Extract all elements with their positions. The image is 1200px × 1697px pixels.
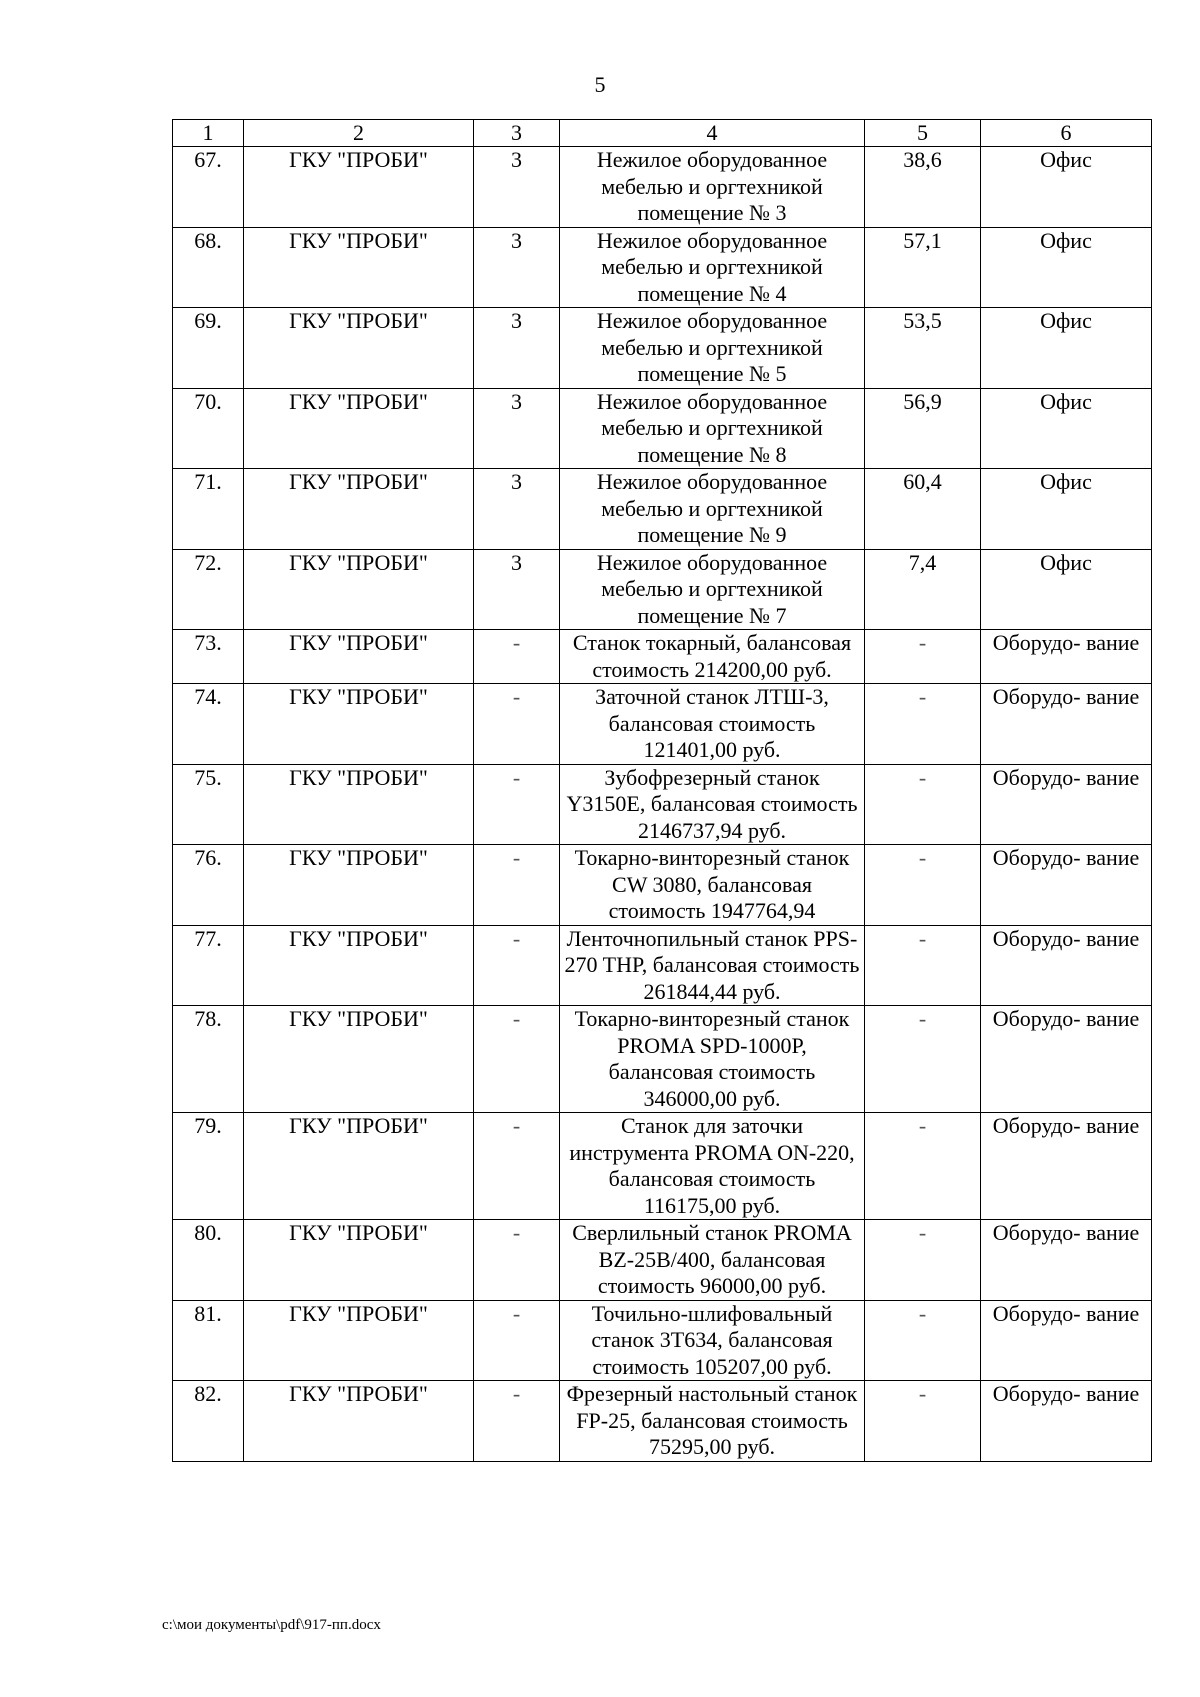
area-cell: 57,1 xyxy=(865,227,981,308)
area-cell: - xyxy=(865,1381,981,1462)
table-row xyxy=(173,1006,1152,1113)
purpose-cell: Оборудо- вание xyxy=(981,764,1152,845)
area-cell: 53,5 xyxy=(865,308,981,389)
description-cell: Ленточнопильный станок PPS-270 THP, балансовая стоимость 261844,44 руб. xyxy=(560,925,865,1006)
organization-cell: ГКУ "ПРОБИ" xyxy=(244,549,474,630)
table-header-row xyxy=(173,120,1152,147)
row-number-cell: 79. xyxy=(173,1113,244,1220)
description-cell: Зубофрезерный станок Y3150E, балансовая стоимость 2146737,94 руб. xyxy=(560,764,865,845)
row-number-cell: 75. xyxy=(173,764,244,845)
row-number-cell: 74. xyxy=(173,684,244,765)
purpose-cell: Оборудо- вание xyxy=(981,1006,1152,1113)
organization-cell: ГКУ "ПРОБИ" xyxy=(244,764,474,845)
column-header-3: 3 xyxy=(474,120,560,147)
area-cell: - xyxy=(865,684,981,765)
description-cell: Нежилое оборудованное мебелью и оргтехникой помещение № 7 xyxy=(560,549,865,630)
area-cell: 7,4 xyxy=(865,549,981,630)
description-cell: Нежилое оборудованное мебелью и оргтехникой помещение № 5 xyxy=(560,308,865,389)
floor-cell: 3 xyxy=(474,549,560,630)
table-row xyxy=(173,845,1152,926)
table-row xyxy=(173,549,1152,630)
area-cell: 38,6 xyxy=(865,147,981,228)
row-number-cell: 73. xyxy=(173,630,244,684)
area-cell: - xyxy=(865,925,981,1006)
description-cell: Фрезерный настольный станок FP-25, балансовая стоимость 75295,00 руб. xyxy=(560,1381,865,1462)
table-row xyxy=(173,925,1152,1006)
area-cell: 56,9 xyxy=(865,388,981,469)
description-cell: Токарно-винторезный станок CW 3080, балансовая стоимость 1947764,94 xyxy=(560,845,865,926)
table-row xyxy=(173,147,1152,228)
column-header-5: 5 xyxy=(865,120,981,147)
area-cell: - xyxy=(865,1006,981,1113)
table-row xyxy=(173,388,1152,469)
description-cell: Нежилое оборудованное мебелью и оргтехникой помещение № 3 xyxy=(560,147,865,228)
organization-cell: ГКУ "ПРОБИ" xyxy=(244,147,474,228)
row-number-cell: 70. xyxy=(173,388,244,469)
row-number-cell: 76. xyxy=(173,845,244,926)
purpose-cell: Офис xyxy=(981,388,1152,469)
organization-cell: ГКУ "ПРОБИ" xyxy=(244,469,474,550)
row-number-cell: 81. xyxy=(173,1300,244,1381)
floor-cell: 3 xyxy=(474,388,560,469)
purpose-cell: Оборудо- вание xyxy=(981,1300,1152,1381)
purpose-cell: Офис xyxy=(981,549,1152,630)
purpose-cell: Оборудо- вание xyxy=(981,630,1152,684)
organization-cell: ГКУ "ПРОБИ" xyxy=(244,925,474,1006)
table-row xyxy=(173,684,1152,765)
description-cell: Нежилое оборудованное мебелью и оргтехникой помещение № 8 xyxy=(560,388,865,469)
area-cell: - xyxy=(865,1300,981,1381)
purpose-cell: Офис xyxy=(981,147,1152,228)
area-cell: - xyxy=(865,845,981,926)
organization-cell: ГКУ "ПРОБИ" xyxy=(244,845,474,926)
floor-cell: - xyxy=(474,684,560,765)
purpose-cell: Оборудо- вание xyxy=(981,845,1152,926)
table-row xyxy=(173,630,1152,684)
purpose-cell: Офис xyxy=(981,227,1152,308)
row-number-cell: 67. xyxy=(173,147,244,228)
organization-cell: ГКУ "ПРОБИ" xyxy=(244,1113,474,1220)
organization-cell: ГКУ "ПРОБИ" xyxy=(244,630,474,684)
organization-cell: ГКУ "ПРОБИ" xyxy=(244,1381,474,1462)
description-cell: Нежилое оборудованное мебелью и оргтехникой помещение № 9 xyxy=(560,469,865,550)
footer-file-path: c:\мои документы\pdf\917-пп.docx xyxy=(162,1617,381,1633)
row-number-cell: 77. xyxy=(173,925,244,1006)
area-cell: 60,4 xyxy=(865,469,981,550)
purpose-cell: Оборудо- вание xyxy=(981,1381,1152,1462)
floor-cell: - xyxy=(474,1381,560,1462)
floor-cell: - xyxy=(474,1006,560,1113)
organization-cell: ГКУ "ПРОБИ" xyxy=(244,227,474,308)
table-row xyxy=(173,469,1152,550)
table-row xyxy=(173,308,1152,389)
column-header-4: 4 xyxy=(560,120,865,147)
area-cell: - xyxy=(865,1220,981,1301)
floor-cell: 3 xyxy=(474,469,560,550)
floor-cell: - xyxy=(474,630,560,684)
organization-cell: ГКУ "ПРОБИ" xyxy=(244,308,474,389)
area-cell: - xyxy=(865,1113,981,1220)
purpose-cell: Оборудо- вание xyxy=(981,684,1152,765)
organization-cell: ГКУ "ПРОБИ" xyxy=(244,388,474,469)
table-row xyxy=(173,1113,1152,1220)
row-number-cell: 80. xyxy=(173,1220,244,1301)
row-number-cell: 71. xyxy=(173,469,244,550)
floor-cell: - xyxy=(474,1220,560,1301)
floor-cell: 3 xyxy=(474,147,560,228)
table-row xyxy=(173,1300,1152,1381)
description-cell: Точильно-шлифовальный станок 3Т634, балансовая стоимость 105207,00 руб. xyxy=(560,1300,865,1381)
description-cell: Станок для заточки инструмента PROMA ON-220, балансовая стоимость 116175,00 руб. xyxy=(560,1113,865,1220)
row-number-cell: 69. xyxy=(173,308,244,389)
column-header-6: 6 xyxy=(981,120,1152,147)
floor-cell: 3 xyxy=(474,308,560,389)
purpose-cell: Офис xyxy=(981,469,1152,550)
organization-cell: ГКУ "ПРОБИ" xyxy=(244,684,474,765)
floor-cell: - xyxy=(474,764,560,845)
table-row xyxy=(173,1220,1152,1301)
floor-cell: - xyxy=(474,925,560,1006)
description-cell: Сверлильный станок PROMA BZ-25B/400, балансовая стоимость 96000,00 руб. xyxy=(560,1220,865,1301)
floor-cell: - xyxy=(474,1113,560,1220)
floor-cell: 3 xyxy=(474,227,560,308)
page-number: 5 xyxy=(594,72,606,97)
area-cell: - xyxy=(865,764,981,845)
floor-cell: - xyxy=(474,845,560,926)
description-cell: Станок токарный, балансовая стоимость 214200,00 руб. xyxy=(560,630,865,684)
row-number-cell: 78. xyxy=(173,1006,244,1113)
area-cell: - xyxy=(865,630,981,684)
description-cell: Нежилое оборудованное мебелью и оргтехникой помещение № 4 xyxy=(560,227,865,308)
property-table xyxy=(172,119,1152,1462)
table-row xyxy=(173,764,1152,845)
purpose-cell: Оборудо- вание xyxy=(981,1113,1152,1220)
purpose-cell: Офис xyxy=(981,308,1152,389)
organization-cell: ГКУ "ПРОБИ" xyxy=(244,1006,474,1113)
floor-cell: - xyxy=(474,1300,560,1381)
table-row xyxy=(173,227,1152,308)
purpose-cell: Оборудо- вание xyxy=(981,925,1152,1006)
column-header-2: 2 xyxy=(244,120,474,147)
column-header-1: 1 xyxy=(173,120,244,147)
description-cell: Токарно-винторезный станок PROMA SPD-1000P, балансовая стоимость 346000,00 руб. xyxy=(560,1006,865,1113)
row-number-cell: 82. xyxy=(173,1381,244,1462)
organization-cell: ГКУ "ПРОБИ" xyxy=(244,1220,474,1301)
table-row xyxy=(173,1381,1152,1462)
row-number-cell: 68. xyxy=(173,227,244,308)
row-number-cell: 72. xyxy=(173,549,244,630)
table-body xyxy=(173,147,1152,1462)
organization-cell: ГКУ "ПРОБИ" xyxy=(244,1300,474,1381)
purpose-cell: Оборудо- вание xyxy=(981,1220,1152,1301)
description-cell: Заточной станок ЛТШ-3, балансовая стоимость 121401,00 руб. xyxy=(560,684,865,765)
